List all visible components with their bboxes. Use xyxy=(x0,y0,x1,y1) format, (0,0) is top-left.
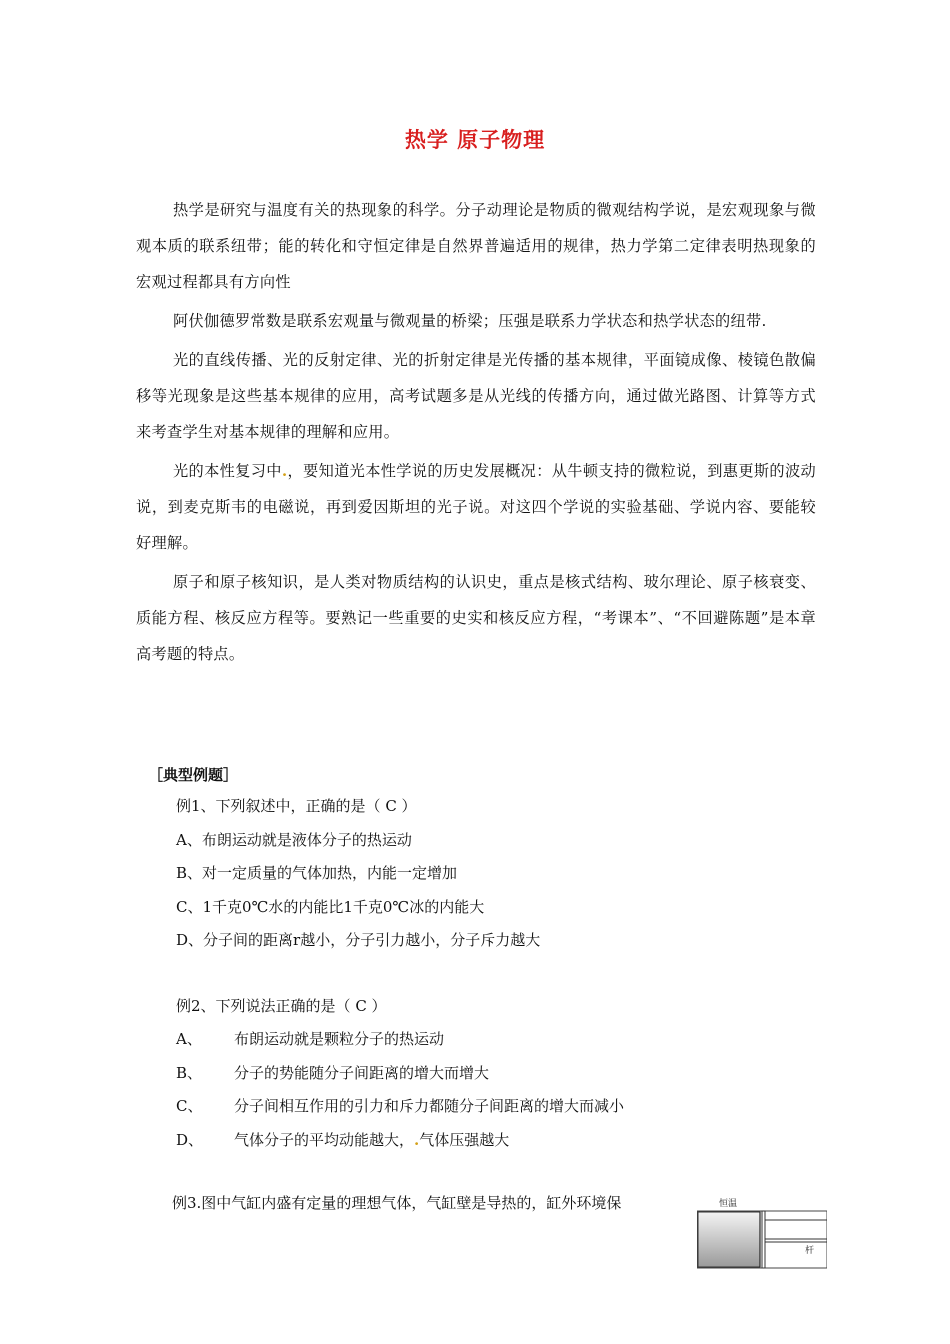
diagram-label-rod: 杆 xyxy=(805,1246,815,1256)
option-text: 分子间相互作用的引力和斥力都随分子间距离的增大而减小 xyxy=(234,1097,625,1115)
option-letter: A、 xyxy=(176,1030,202,1048)
spacer xyxy=(148,958,848,990)
section-heading: ［典型例题］ xyxy=(148,766,239,784)
example-2-question: 例2、下列说法正确的是（ C ） xyxy=(176,996,387,1015)
piston xyxy=(762,1211,765,1268)
option-letter: B、 xyxy=(176,1063,203,1082)
option-text: 布朗运动就是颗粒分子的热运动 xyxy=(234,1030,445,1048)
intro-paragraph: 阿伏伽德罗常数是联系宏观量与微观量的桥梁；压强是联系力学状态和热学状态的纽带. xyxy=(173,312,767,330)
example-3-question: 例3.图中气缸内盛有定量的理想气体，气缸壁是导热的，缸外环境保 xyxy=(172,1194,622,1212)
text-segment: ，要知道光本性学说的历史发展概况：从牛顿支持的微粒说，到惠更斯的波动说，到麦克斯韦的电磁说，再到爱因斯坦的光子说。对这四个学说的实验基础、学说内容、要能较好理解。 xyxy=(136,462,816,552)
example-2-option xyxy=(148,1124,848,1158)
examples-section xyxy=(148,760,848,1157)
highlight-dot: . xyxy=(414,1130,420,1149)
option-text: 气体分子的平均动能越大， xyxy=(234,1130,415,1149)
example-2-option xyxy=(148,1090,848,1124)
intro-paragraph xyxy=(136,453,816,561)
example-1-option: B、对一定质量的气体加热，内能一定增加 xyxy=(176,864,458,882)
example-1-option: A、布朗运动就是液体分子的热运动 xyxy=(176,830,412,849)
intro-paragraph: 原子和原子核知识，是人类对物质结构的认识史，重点是核式结构、玻尔理论、原子核衰变、质能方程、核反应方程等。要熟记一些重要的史实和核反应方程，“考课本”、“不回避陈题”是本章高考题的特点。 xyxy=(136,573,816,663)
intro-section xyxy=(136,192,816,675)
cylinder-diagram-svg xyxy=(697,1195,827,1275)
example-1-option: C、1千克0℃水的内能比1千克0℃冰的内能大 xyxy=(176,897,485,916)
option-letter: C、 xyxy=(176,1097,203,1115)
page-title: 热学 原子物理 xyxy=(404,128,546,152)
text-segment: 光的本性复习中 xyxy=(173,462,282,480)
example-1-question: 例1、下列叙述中，正确的是（ C ） xyxy=(176,797,417,815)
example-1-option: D、分子间的距离r越小，分子引力越小，分子斥力越大 xyxy=(176,931,541,949)
option-text: 气体压强越大 xyxy=(419,1130,510,1149)
diagram-label-top: 恒温 xyxy=(719,1199,738,1209)
highlight-dot: . xyxy=(281,462,288,480)
cylinder-diagram xyxy=(697,1195,827,1275)
option-text: 分子的势能随分子间距离的增大而增大 xyxy=(234,1063,490,1082)
example-2-option xyxy=(148,1057,848,1091)
intro-paragraph: 热学是研究与温度有关的热现象的科学。分子动理论是物质的微观结构学说，是宏观现象与微观本质的联系纽带；能的转化和守恒定律是自然界普遍适用的规律，热力学第二定律表明热现象的宏观过程都具有方向性 xyxy=(136,201,816,291)
gas-region xyxy=(698,1212,760,1267)
example-2-option xyxy=(148,1023,848,1057)
option-letter: D、 xyxy=(176,1130,204,1149)
intro-paragraph: 光的直线传播、光的反射定律、光的折射定律是光传播的基本规律，平面镜成像、棱镜色散偏移等光现象是这些基本规律的应用，高考试题多是从光线的传播方向，通过做光路图、计算等方式来考查学生对基本规律的理解和应用。 xyxy=(136,351,816,441)
